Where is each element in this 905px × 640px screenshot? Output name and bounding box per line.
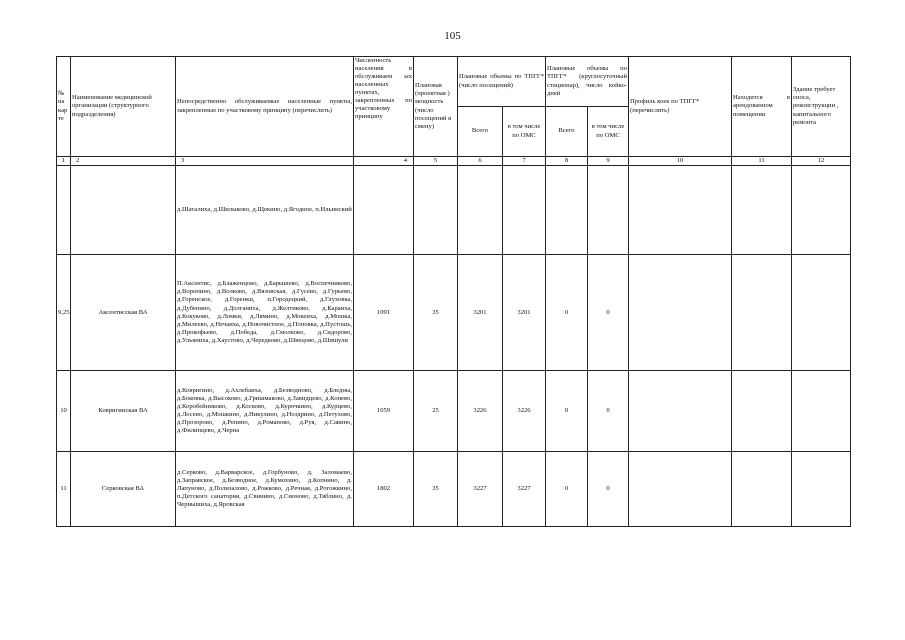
header-visits-oms: в том числе по ОМС [503, 107, 546, 157]
rented-cell [732, 255, 792, 371]
table-row [57, 371, 851, 452]
settlements-list: д.Серково, д.Варварское, д.Горбуново, д. Заломаево, д.Заправское, д.Безводное, д.Кумохино, д.Копнино, д. Лапуново, д.Полизалово, д.Рожково, д.Речная, д.Рогожкино, п.Детского санатория, д.Свинино, д.Сионово, д.Тяблино, д. Чернышиха, д.Яровская [176, 452, 354, 527]
header-org: Наименование медицинской организации (структурного подразделения) [71, 57, 176, 157]
profile-cell [629, 452, 732, 527]
column-number: 8 [546, 157, 588, 166]
profile-cell [629, 255, 732, 371]
population-value: 1091 [354, 255, 414, 371]
rented-cell [732, 166, 792, 255]
header-days-group: Плановые объемы по ТПГГ* (круглосуточный стационар), число койко-дней [546, 57, 629, 107]
rented-cell [732, 452, 792, 527]
table-row [57, 166, 851, 255]
building-cell [792, 255, 851, 371]
days-oms-value: 0 [588, 452, 629, 527]
visits-total-value: 3227 [458, 452, 503, 527]
building-cell [792, 371, 851, 452]
page-number: 105 [444, 30, 461, 42]
column-number: 12 [792, 157, 851, 166]
table-row [57, 255, 851, 371]
facilities-table [56, 56, 851, 527]
row-number: 11 [57, 452, 71, 527]
days-oms-value [588, 166, 629, 255]
org-name [71, 166, 176, 255]
population-value: 1802 [354, 452, 414, 527]
header-row [57, 57, 851, 107]
row-number: 10 [57, 371, 71, 452]
profile-cell [629, 371, 732, 452]
column-number: 9 [588, 157, 629, 166]
days-total-value: 0 [546, 452, 588, 527]
column-number: 5 [414, 157, 458, 166]
column-number: 2 [71, 157, 176, 166]
header-population: Численность населения в обслуживаем ых населенных пунктах, закрепленных по участковому принципу [354, 57, 414, 157]
row-number [57, 166, 71, 255]
header-capacity: Плановая (проектная ) мощность (число посещений в смену) [414, 57, 458, 157]
days-oms-value: 0 [588, 255, 629, 371]
visits-total-value [458, 166, 503, 255]
header-days-total: Всего [546, 107, 588, 157]
visits-total-value: 3201 [458, 255, 503, 371]
header-settlements: Непосредственно обслуживаемые населенные пункты, закрепленные по участковому принципу (перечислить) [176, 57, 354, 157]
visits-oms-value: 3201 [503, 255, 546, 371]
settlements-list: д.Ковригино, д.Ахлебаиха, д.Безводново, д.Бледны, д.Боковка, д.Высоково, д.Гришмаково, д.Завидцево, д.Конево, д.Коробейниково, д.Косково, д.Курочкино, д.Курцево, д.Лосево, д.Мошкино, д.Никулино, д.Ноздрино, д.Петухово, д.Прозорово, д.Репино, д.Романово, д.Руя, д.Савино, д.Филинцево, д.Черна [176, 371, 354, 452]
settlements-list: П.Аксентис, д.Блаженцово, д.Барышево, д.Воспечниково, д.Воропино, д.Волково, д.Вязовская, д.Гусево, д.Гурьево, д.Горенское, д.Горенки, п.Городецкий, д.Глуховка, д.Дубенино, д.Долганиха, д.Желтиково, д.Караиха, д.Кокуково, д.Ломки, д.Лямино, д.Мокеиха, д.Мошка, д.Милеево, д.Нечаиха, д.Новочистное, д.Поповка, д.Пустошь, д.Прокофьево, д.Победа, д.Смолково, д.Сидорово, д.Ульяниха, д.Хаустово, д.Чередково, д.Швецово, д.Шишули [176, 255, 354, 371]
profile-cell [629, 166, 732, 255]
capacity-value: 35 [414, 255, 458, 371]
rented-cell [732, 371, 792, 452]
header-building: Здание требует сноса, реконструкции , капитального ремонта [792, 57, 851, 157]
capacity-value: 35 [414, 452, 458, 527]
column-number: 11 [732, 157, 792, 166]
row-number: 9,25 [57, 255, 71, 371]
visits-oms-value [503, 166, 546, 255]
header-rented: Находится в арендованном помещении [732, 57, 792, 157]
visits-oms-value: 3227 [503, 452, 546, 527]
header-profile: Профиль коек по ТПГГ* (перечислить) [629, 57, 732, 157]
header-visits-total: Всего [458, 107, 503, 157]
days-oms-value: 0 [588, 371, 629, 452]
capacity-value: 25 [414, 371, 458, 452]
visits-oms-value: 3226 [503, 371, 546, 452]
header-visits-group: Плановые объемы по ТПГГ* (число посещений) [458, 57, 546, 107]
org-name: Серковская ВА [71, 452, 176, 527]
days-total-value: 0 [546, 255, 588, 371]
header-num: № на кар те [57, 57, 71, 157]
days-total-value: 0 [546, 371, 588, 452]
column-number: 3 [176, 157, 354, 166]
capacity-value [414, 166, 458, 255]
column-number-row [57, 157, 851, 166]
visits-total-value: 3226 [458, 371, 503, 452]
days-total-value [546, 166, 588, 255]
column-number: 1 [57, 157, 71, 166]
org-name: Ковригинская ВА [71, 371, 176, 452]
column-number: 4 [354, 157, 414, 166]
settlements-list: д.Шаталиха, д.Шилыково, д.Щекино, д.Ягодное, п.Ильинский [176, 166, 354, 255]
population-value [354, 166, 414, 255]
column-number: 10 [629, 157, 732, 166]
column-number: 6 [458, 157, 503, 166]
building-cell [792, 166, 851, 255]
org-name: Аксентисская ВА [71, 255, 176, 371]
building-cell [792, 452, 851, 527]
population-value: 1059 [354, 371, 414, 452]
column-number: 7 [503, 157, 546, 166]
header-days-oms: в том числе по ОМС [588, 107, 629, 157]
table-row [57, 452, 851, 527]
